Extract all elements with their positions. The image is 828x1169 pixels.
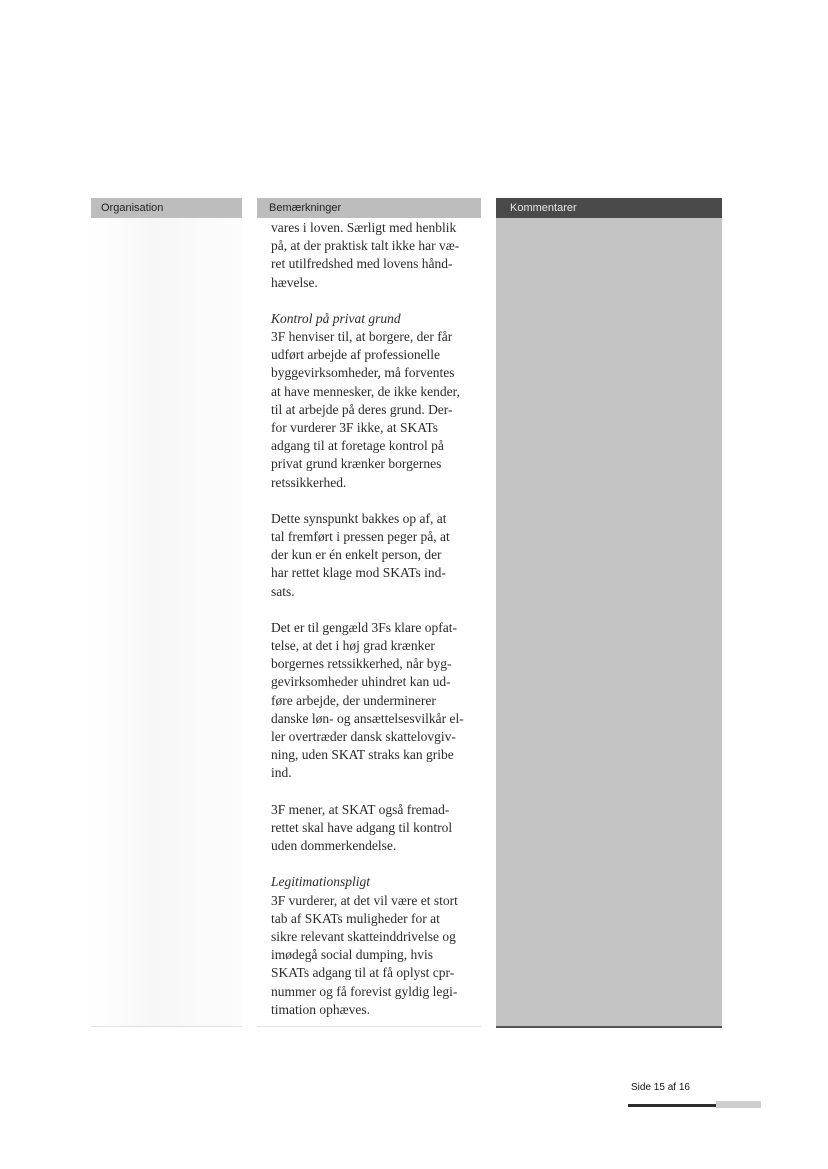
line: Det er til gengæld 3Fs klare opfat- (271, 619, 457, 635)
line: 3F mener, at SKAT også fremad- (271, 801, 450, 817)
line: vares i loven. Særligt med henblik (271, 220, 457, 235)
line: adgang til at foretage kontrol på (271, 438, 444, 454)
line: tal fremført i pressen peger på, at (271, 529, 450, 545)
column-header-organisation: Organisation (91, 198, 242, 218)
line: byggevirksomheder, må forventes (271, 365, 455, 381)
line: tab af SKATs muligheder for at (271, 910, 440, 926)
line: 3F henviser til, at borgere, der får (271, 329, 453, 345)
footer-bar-accent (716, 1101, 761, 1108)
bemaerkninger-text (271, 219, 476, 1037)
organisation-bottom-rule (91, 1026, 242, 1027)
line: der kun er én enkelt person, der (271, 547, 442, 563)
footer-bar (628, 1104, 716, 1107)
line: nummer og få forevist gyldig legi- (271, 983, 458, 999)
line: rettet skal have adgang til kontrol (271, 819, 453, 835)
line: telse, at det i høj grad krænker (271, 638, 435, 654)
subheading-kontrol: Kontrol på privat grund (271, 310, 401, 326)
line: udført arbejde af professionelle (271, 347, 441, 363)
paragraph-5 (271, 801, 476, 856)
line: ind. (271, 765, 292, 781)
line: ler overtræder dansk skattelovgiv- (271, 729, 456, 745)
line: til at arbejde på deres grund. Der- (271, 401, 453, 417)
paragraph-4 (271, 619, 476, 783)
line: imødegå social dumping, hvis (271, 947, 433, 963)
kommentarer-bottom-rule (496, 1026, 722, 1028)
line: har rettet klage mod SKATs ind- (271, 565, 446, 581)
line: SKATs adgang til at få oplyst cpr- (271, 965, 455, 981)
subheading-legitimation: Legitimationspligt (271, 874, 371, 890)
line: sikre relevant skatteinddrivelse og (271, 928, 456, 944)
paragraph-2 (271, 310, 476, 492)
line: 3F vurderer, at det vil være et stort (271, 892, 458, 908)
kommentarer-column-area (496, 218, 722, 1027)
line: at have mennesker, de ikke kender, (271, 383, 460, 399)
line: sats. (271, 583, 295, 599)
line: borgernes retssikkerhed, når byg- (271, 656, 452, 672)
page-number: Side 15 af 16 (631, 1082, 690, 1093)
column-header-kommentarer: Kommentarer (496, 198, 722, 218)
column-header-bemaerkninger: Bemærkninger (257, 198, 481, 218)
line: privat grund krænker borgernes (271, 456, 442, 472)
paragraph-6 (271, 873, 476, 1019)
line: på, at der praktisk talt ikke har væ- (271, 238, 460, 254)
line: for vurderer 3F ikke, at SKATs (271, 420, 439, 436)
line: timation ophæves. (271, 1001, 370, 1017)
line: ning, uden SKAT straks kan gribe (271, 747, 454, 763)
paragraph-3 (271, 510, 476, 601)
line: uden dommerkendelse. (271, 838, 397, 854)
line: retssikkerhed. (271, 474, 347, 490)
line: ret utilfredshed med lovens hånd- (271, 256, 453, 272)
line: føre arbejde, der underminerer (271, 692, 436, 708)
line: danske løn- og ansættelsesvilkår el- (271, 710, 464, 726)
line: gevirksomheder uhindret kan ud- (271, 674, 451, 690)
line: hævelse. (271, 274, 318, 290)
paragraph-1 (271, 219, 476, 292)
line: Dette synspunkt bakkes op af, at (271, 510, 447, 526)
organisation-column-area (91, 218, 242, 1027)
